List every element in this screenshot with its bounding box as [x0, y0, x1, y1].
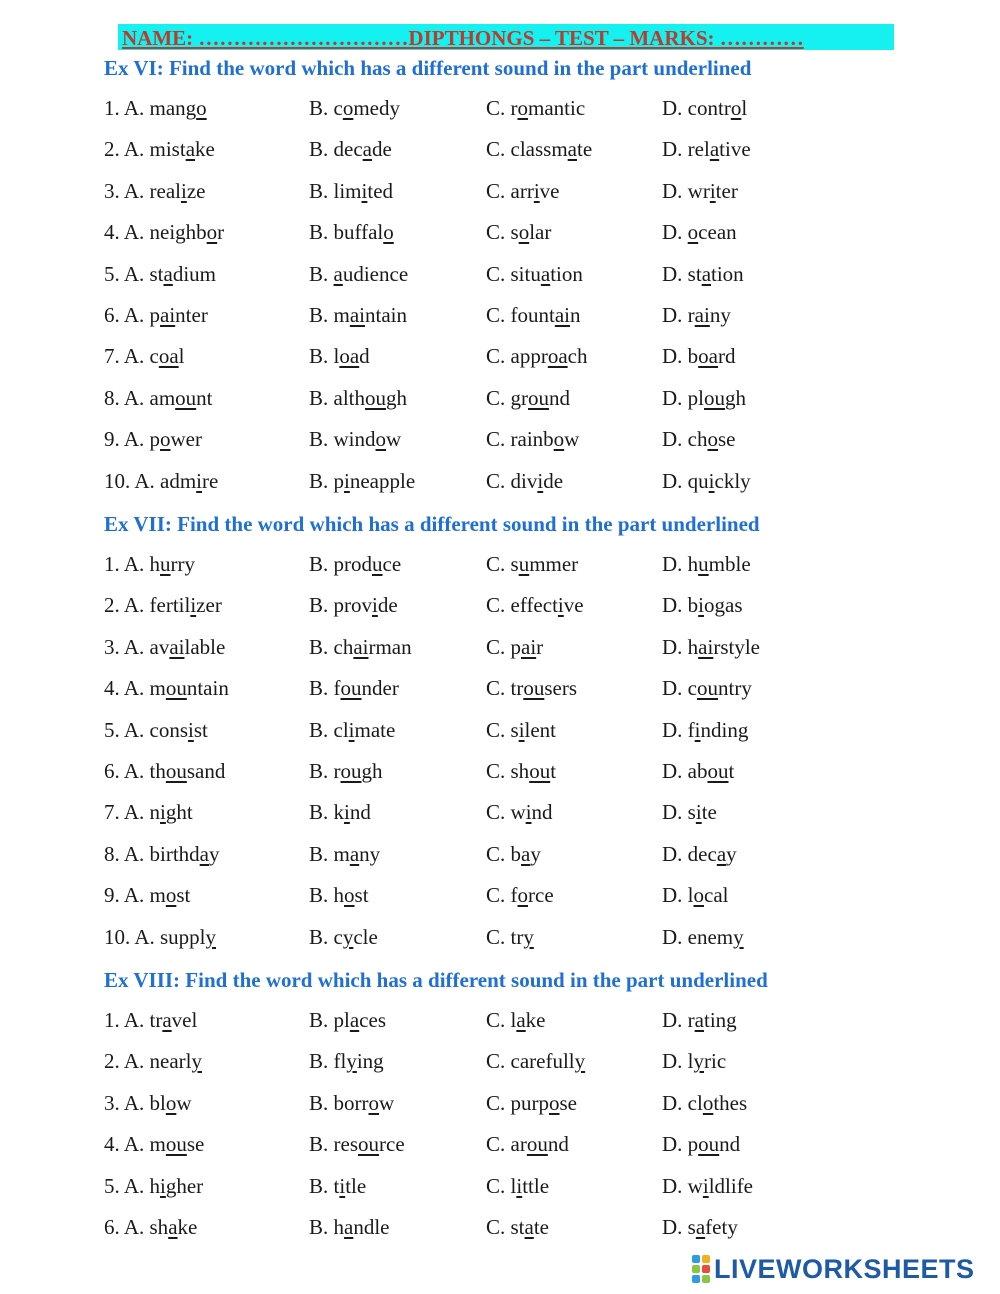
exercise-title: Ex VII: Find the word which has a different sound in the part underlined: [104, 512, 760, 536]
underlined-sound: i: [695, 800, 702, 824]
underlined-sound: ou: [529, 759, 551, 783]
option-d: D. pound: [662, 1132, 741, 1156]
option-a: 5. A. higher: [104, 1174, 204, 1198]
underlined-sound: o: [342, 96, 354, 120]
underlined-sound: u: [518, 552, 530, 576]
underlined-sound: y: [191, 1049, 202, 1073]
option-c: C. silent: [486, 718, 557, 742]
underlined-sound: i: [708, 469, 715, 493]
underlined-sound: ou: [165, 676, 187, 700]
underlined-sound: ai: [169, 635, 185, 659]
underlined-sound: y: [346, 1049, 357, 1073]
option-b: B. pineapple: [309, 469, 416, 493]
question-row: [0, 94, 1000, 122]
question-row: [0, 881, 1000, 909]
underlined-sound: ai: [694, 303, 710, 327]
option-d: D. lyric: [662, 1049, 727, 1073]
question-row: [0, 633, 1000, 661]
underlined-sound: ai: [353, 635, 369, 659]
question-row: [0, 1213, 1000, 1241]
question-row: [0, 260, 1000, 288]
option-b: B. rough: [309, 759, 383, 783]
underlined-sound: y: [733, 925, 744, 949]
underlined-sound: a: [349, 1008, 360, 1032]
underlined-sound: i: [160, 1174, 166, 1198]
option-b: B. cycle: [309, 925, 378, 949]
underlined-sound: y: [574, 1049, 586, 1073]
question-row: [0, 550, 1000, 578]
underlined-sound: i: [694, 718, 701, 742]
underlined-sound: a: [709, 137, 720, 161]
underlined-sound: ai: [521, 635, 537, 659]
underlined-sound: i: [180, 179, 187, 203]
option-d: D. local: [662, 883, 729, 907]
underlined-sound: i: [344, 469, 350, 493]
option-b: B. although: [309, 386, 407, 410]
underlined-sound: o: [730, 96, 742, 120]
option-a: 6. A. thousand: [104, 759, 226, 783]
option-c: C. ground: [486, 386, 570, 410]
underlined-sound: o: [687, 220, 699, 244]
option-d: D. board: [662, 344, 736, 368]
underlined-sound: o: [553, 427, 565, 451]
underlined-sound: a: [162, 1008, 172, 1032]
underlined-sound: ou: [340, 676, 362, 700]
underlined-sound: a: [163, 262, 173, 286]
underlined-sound: a: [333, 262, 343, 286]
option-a: 3. A. blow: [104, 1091, 192, 1115]
option-a: 4. A. mountain: [104, 676, 229, 700]
underlined-sound: o: [693, 883, 704, 907]
option-b: B. audience: [309, 262, 409, 286]
option-c: C. summer: [486, 552, 579, 576]
brand-logo: [692, 1252, 975, 1286]
option-c: C. wind: [486, 800, 553, 824]
option-c: C. rainbow: [486, 427, 580, 451]
underlined-sound: u: [698, 552, 709, 576]
option-a: 6. A. painter: [104, 303, 208, 327]
option-d: D. safety: [662, 1215, 738, 1239]
question-row: [0, 384, 1000, 412]
underlined-sound: i: [344, 800, 350, 824]
underlined-sound: i: [339, 1174, 346, 1198]
underlined-sound: ou: [698, 1132, 720, 1156]
underlined-sound: a: [524, 1215, 534, 1239]
underlined-sound: o: [165, 1091, 177, 1115]
question-row: [0, 1172, 1000, 1200]
underlined-sound: ou: [175, 386, 197, 410]
question-row: [0, 1006, 1000, 1034]
option-a: 2. A. mistake: [104, 137, 215, 161]
option-b: B. kind: [309, 800, 371, 824]
option-c: C. trousers: [486, 676, 578, 700]
underlined-sound: i: [361, 179, 368, 203]
underlined-sound: a: [694, 1008, 704, 1032]
option-c: C. situation: [486, 262, 583, 286]
underlined-sound: y: [693, 1049, 704, 1073]
option-b: B. produce: [309, 552, 402, 576]
option-a: 1. A. mango: [104, 96, 207, 120]
underlined-sound: ou: [365, 386, 386, 410]
option-d: D. about: [662, 759, 735, 783]
option-b: B. handle: [309, 1215, 390, 1239]
option-c: C. state: [486, 1215, 549, 1239]
underlined-sound: i: [698, 593, 705, 617]
exercise-title: Ex VIII: Find the word which has a different sound in the part underlined: [104, 968, 768, 992]
underlined-sound: i: [557, 593, 564, 617]
option-b: B. chairman: [309, 635, 412, 659]
option-d: D. relative: [662, 137, 751, 161]
underlined-sound: i: [190, 593, 197, 617]
underlined-sound: o: [368, 1091, 379, 1115]
underlined-sound: o: [518, 220, 530, 244]
underlined-sound: o: [206, 220, 218, 244]
underlined-sound: o: [707, 427, 718, 451]
option-c: C. force: [486, 883, 554, 907]
underlined-sound: i: [160, 800, 166, 824]
option-d: D. ocean: [662, 220, 737, 244]
question-row: [0, 1089, 1000, 1117]
underlined-sound: ou: [165, 1132, 187, 1156]
underlined-sound: ai: [698, 635, 714, 659]
option-a: 2. A. fertilizer: [104, 593, 222, 617]
question-row: [0, 177, 1000, 205]
underlined-sound: i: [709, 179, 716, 203]
option-d: D. clothes: [662, 1091, 748, 1115]
option-d: D. rating: [662, 1008, 737, 1032]
underlined-sound: a: [349, 842, 360, 866]
question-row: [0, 425, 1000, 453]
option-b: B. provide: [309, 593, 398, 617]
underlined-sound: o: [344, 883, 355, 907]
option-d: D. enemy: [662, 925, 744, 949]
question-row: [0, 301, 1000, 329]
underlined-sound: ou: [523, 676, 545, 700]
underlined-sound: a: [168, 1215, 178, 1239]
underlined-sound: a: [199, 842, 209, 866]
underlined-sound: a: [344, 1215, 354, 1239]
underlined-sound: a: [540, 262, 551, 286]
underlined-sound: i: [516, 1174, 523, 1198]
underlined-sound: ai: [160, 303, 176, 327]
underlined-sound: ou: [358, 1132, 379, 1156]
option-b: B. borrow: [309, 1091, 395, 1115]
question-row: [0, 1047, 1000, 1075]
liveworksheets-logo-icon: [692, 1255, 710, 1283]
option-b: B. window: [309, 427, 402, 451]
option-b: B. founder: [309, 676, 399, 700]
option-a: 10. A. admire: [104, 469, 219, 493]
option-b: B. maintain: [309, 303, 407, 327]
question-row: [0, 840, 1000, 868]
option-d: D. station: [662, 262, 744, 286]
option-d: D. plough: [662, 386, 746, 410]
option-d: D. site: [662, 800, 717, 824]
option-c: C. try: [486, 925, 534, 949]
option-c: C. carefully: [486, 1049, 586, 1073]
underlined-sound: u: [160, 552, 171, 576]
underlined-sound: o: [160, 427, 171, 451]
underlined-sound: o: [383, 220, 394, 244]
underlined-sound: ai: [349, 303, 365, 327]
option-a: 2. A. nearly: [104, 1049, 202, 1073]
option-a: 5. A. consist: [104, 718, 208, 742]
underlined-sound: ou: [528, 386, 549, 410]
underlined-sound: oa: [698, 344, 718, 368]
underlined-sound: u: [372, 552, 383, 576]
underlined-sound: o: [702, 1091, 714, 1115]
option-d: D. finding: [662, 718, 749, 742]
option-a: 8. A. amount: [104, 386, 213, 410]
option-a: 6. A. shake: [104, 1215, 198, 1239]
option-b: B. flying: [309, 1049, 384, 1073]
question-row: [0, 218, 1000, 246]
option-a: 1. A. travel: [104, 1008, 198, 1032]
option-d: D. control: [662, 96, 748, 120]
underlined-sound: a: [362, 137, 372, 161]
underlined-sound: ou: [340, 759, 362, 783]
option-a: 3. A. realize: [104, 179, 206, 203]
option-d: D. quickly: [662, 469, 751, 493]
option-a: 5. A. stadium: [104, 262, 217, 286]
underlined-sound: a: [516, 1008, 526, 1032]
question-row: [0, 798, 1000, 826]
option-c: C. little: [486, 1174, 550, 1198]
underlined-sound: o: [375, 427, 387, 451]
underlined-sound: i: [188, 718, 194, 742]
underlined-sound: i: [537, 469, 544, 493]
question-row: [0, 1130, 1000, 1158]
option-c: C. fountain: [486, 303, 581, 327]
option-d: D. biogas: [662, 593, 743, 617]
option-d: D. country: [662, 676, 752, 700]
underlined-sound: i: [525, 800, 532, 824]
question-row: [0, 716, 1000, 744]
option-a: 4. A. mouse: [104, 1132, 205, 1156]
option-c: C. classmate: [486, 137, 593, 161]
option-b: B. load: [309, 344, 370, 368]
option-b: B. climate: [309, 718, 396, 742]
underlined-sound: ou: [707, 759, 729, 783]
underlined-sound: ou: [165, 759, 187, 783]
option-d: D. chose: [662, 427, 736, 451]
option-a: 7. A. coal: [104, 344, 185, 368]
underlined-sound: y: [342, 925, 354, 949]
option-c: C. approach: [486, 344, 588, 368]
option-b: B. many: [309, 842, 381, 866]
question-row: [0, 757, 1000, 785]
underlined-sound: o: [549, 1091, 560, 1115]
option-b: B. buffalo: [309, 220, 394, 244]
option-b: B. places: [309, 1008, 386, 1032]
option-b: B. decade: [309, 137, 392, 161]
question-row: [0, 342, 1000, 370]
question-row: [0, 923, 1000, 951]
underlined-sound: ou: [697, 676, 718, 700]
underlined-sound: o: [165, 883, 177, 907]
option-b: B. comedy: [309, 96, 400, 120]
question-row: [0, 135, 1000, 163]
underlined-sound: i: [533, 179, 540, 203]
underlined-sound: ou: [704, 386, 725, 410]
option-a: 9. A. most: [104, 883, 191, 907]
option-c: C. bay: [486, 842, 541, 866]
underlined-sound: a: [716, 842, 727, 866]
option-c: C. around: [486, 1132, 569, 1156]
underlined-sound: ai: [554, 303, 570, 327]
underlined-sound: i: [196, 469, 203, 493]
exercise-title: Ex VI: Find the word which has a different sound in the part underlined: [104, 56, 752, 80]
underlined-sound: o: [196, 96, 207, 120]
option-a: 8. A. birthday: [104, 842, 220, 866]
underlined-sound: i: [518, 718, 525, 742]
option-d: D. wildlife: [662, 1174, 754, 1198]
option-a: 1. A. hurry: [104, 552, 196, 576]
underlined-sound: oa: [547, 344, 568, 368]
option-c: C. divide: [486, 469, 564, 493]
option-b: B. host: [309, 883, 369, 907]
underlined-sound: a: [701, 262, 712, 286]
option-b: B. limited: [309, 179, 394, 203]
option-c: C. purpose: [486, 1091, 577, 1115]
underlined-sound: a: [521, 842, 531, 866]
option-c: C. solar: [486, 220, 552, 244]
underlined-sound: i: [702, 1174, 709, 1198]
underlined-sound: i: [372, 593, 378, 617]
option-c: C. arrive: [486, 179, 560, 203]
underlined-sound: o: [517, 883, 528, 907]
option-c: C. effective: [486, 593, 584, 617]
option-a: 3. A. available: [104, 635, 226, 659]
option-d: D. decay: [662, 842, 737, 866]
underlined-sound: y: [205, 925, 217, 949]
underlined-sound: a: [185, 137, 196, 161]
question-row: [0, 674, 1000, 702]
option-a: 10. A. supply: [104, 925, 217, 949]
option-c: C. pair: [486, 635, 544, 659]
underlined-sound: ou: [526, 1132, 548, 1156]
option-d: D. writer: [662, 179, 738, 203]
option-a: 7. A. night: [104, 800, 193, 824]
underlined-sound: y: [523, 925, 534, 949]
page-header: NAME: …………………………DIPTHONGS – TEST – MARKS: …………: [122, 26, 804, 50]
underlined-sound: o: [517, 96, 528, 120]
option-d: D. hairstyle: [662, 635, 760, 659]
underlined-sound: oa: [158, 344, 179, 368]
option-c: C. romantic: [486, 96, 586, 120]
underlined-sound: i: [348, 718, 355, 742]
underlined-sound: oa: [339, 344, 360, 368]
option-b: B. title: [309, 1174, 367, 1198]
underlined-sound: a: [567, 137, 577, 161]
question-row: [0, 467, 1000, 495]
question-row: [0, 591, 1000, 619]
option-b: B. resource: [309, 1132, 405, 1156]
option-c: C. lake: [486, 1008, 546, 1032]
option-c: C. shout: [486, 759, 557, 783]
option-d: D. rainy: [662, 303, 731, 327]
option-a: 4. A. neighbor: [104, 220, 225, 244]
option-a: 9. A. power: [104, 427, 202, 451]
underlined-sound: a: [695, 1215, 706, 1239]
option-d: D. humble: [662, 552, 751, 576]
brand-text: LIVEWORKSHEETS: [714, 1253, 975, 1284]
